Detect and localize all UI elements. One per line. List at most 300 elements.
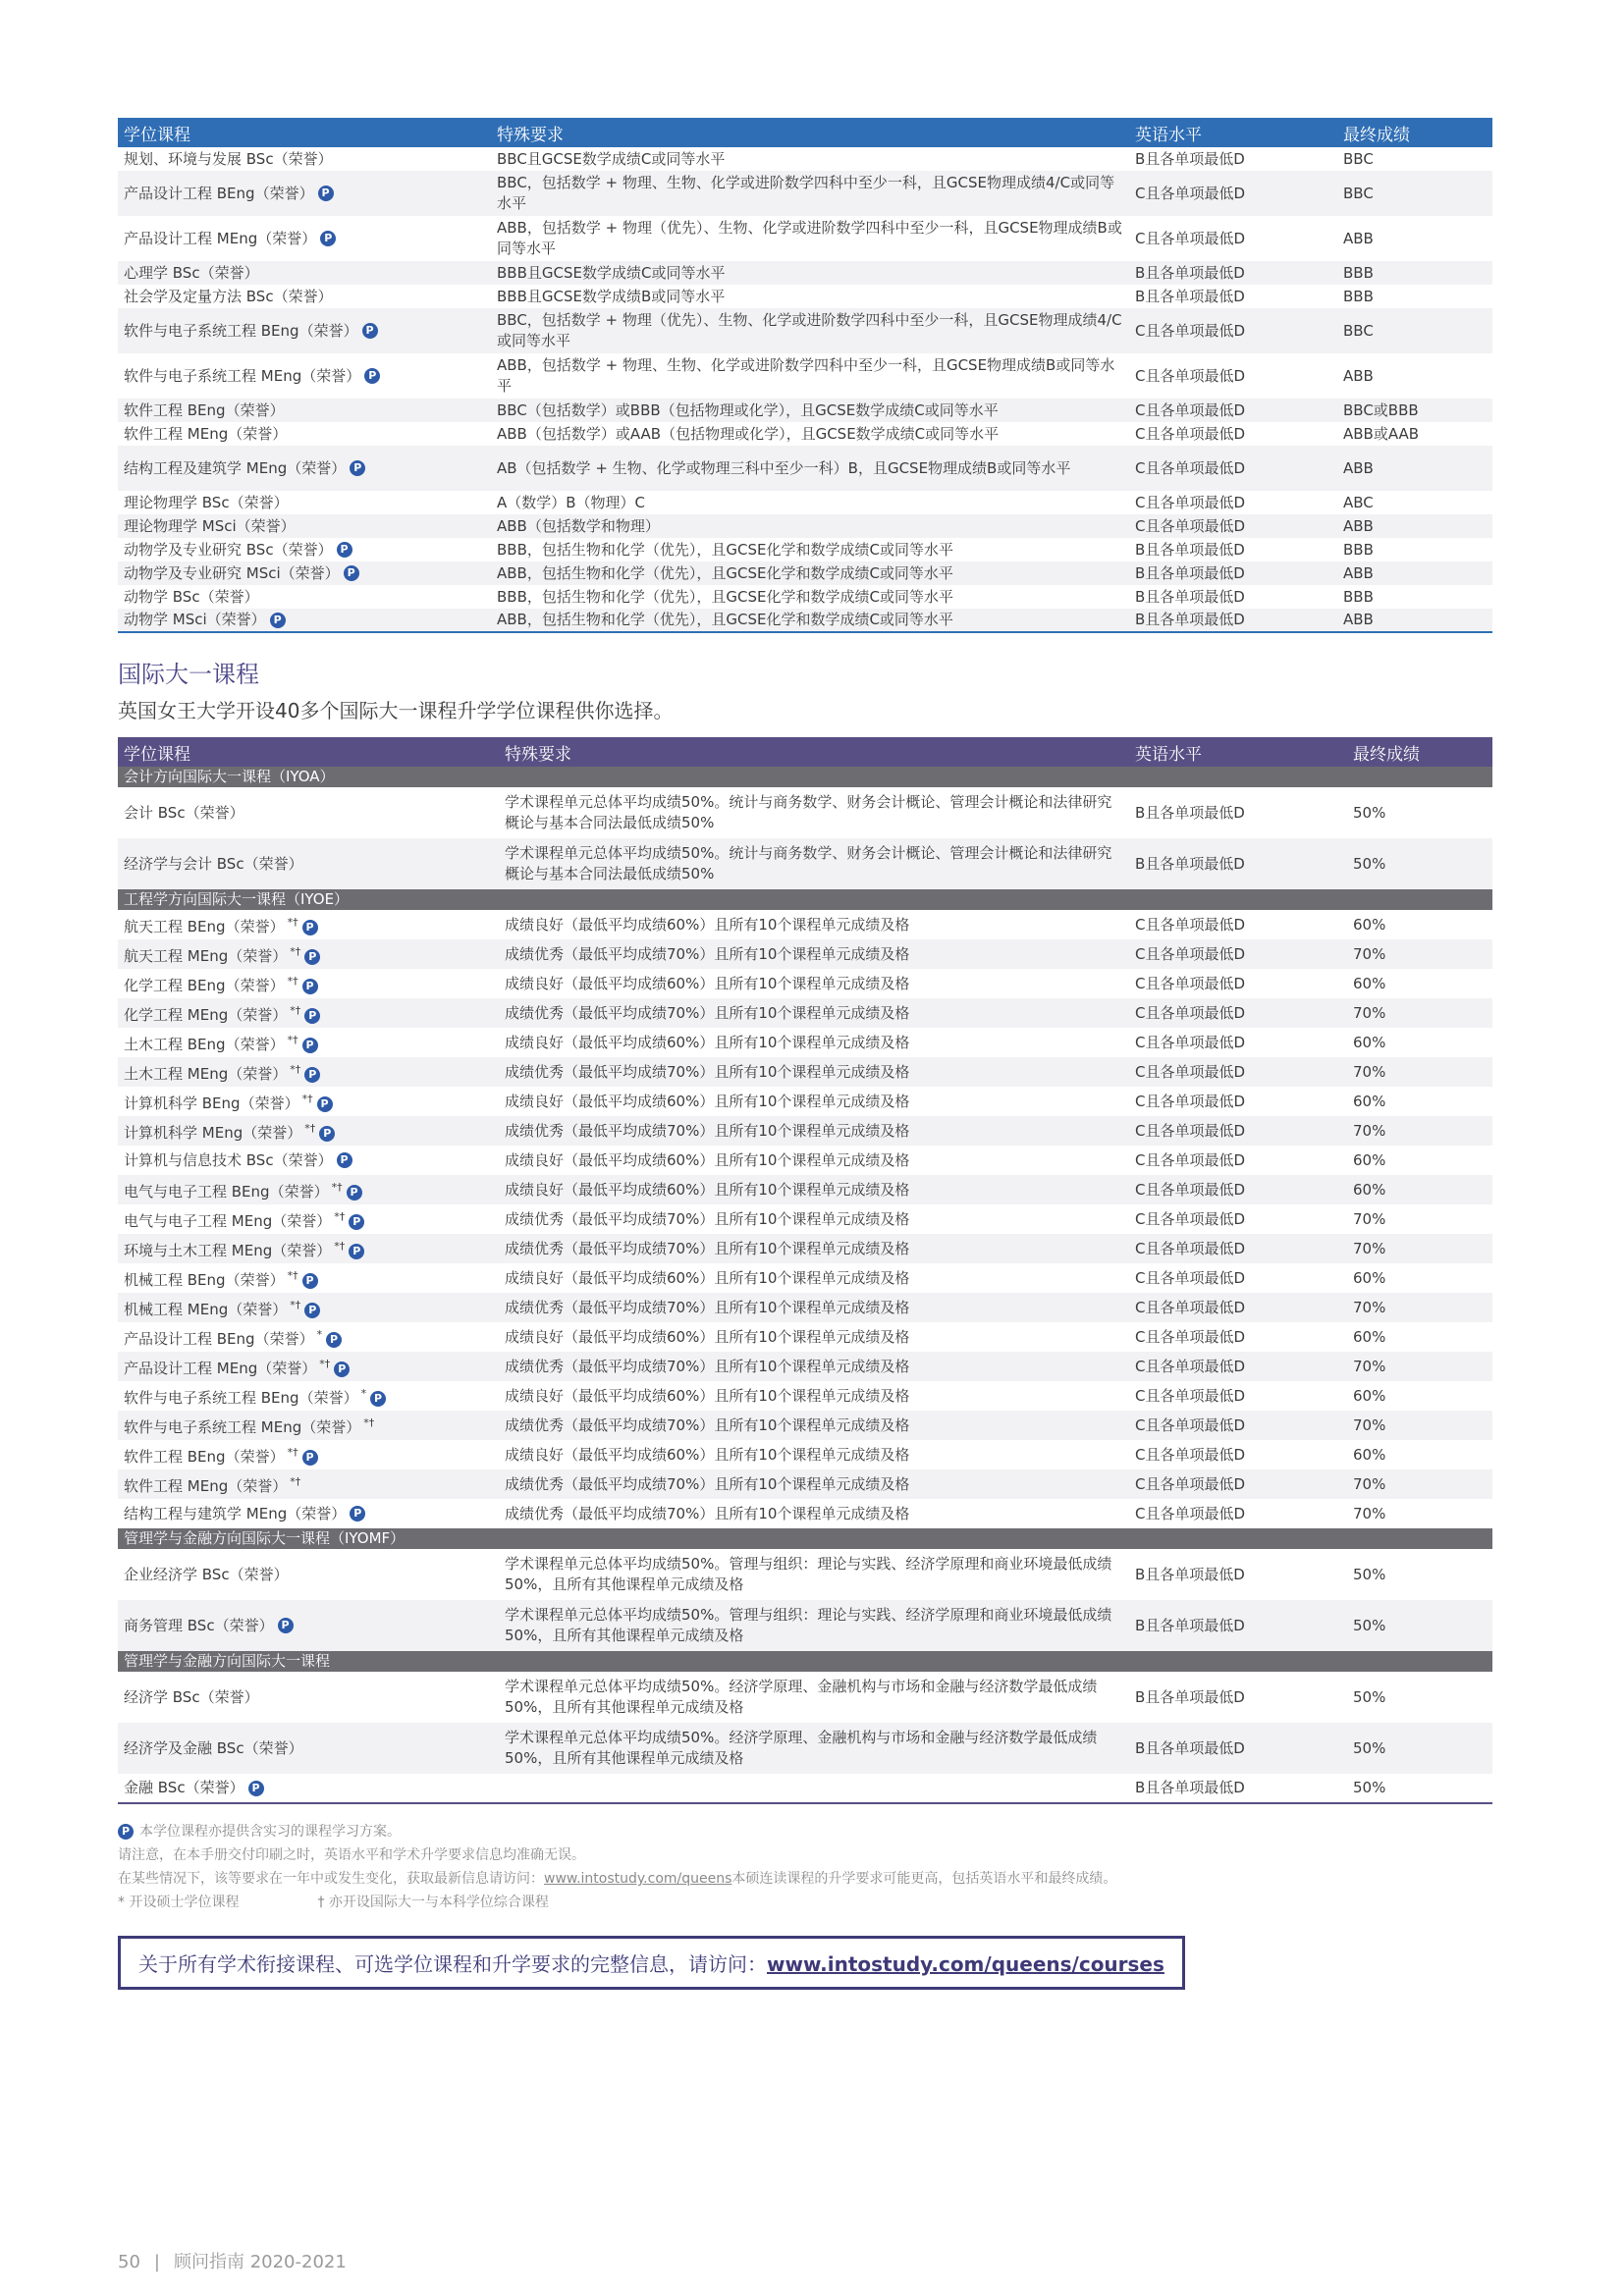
grade-cell-text: 70% <box>1353 1062 1386 1081</box>
english-cell-text: C且各单项最低D <box>1135 1239 1246 1257</box>
english-cell <box>1129 538 1337 561</box>
requirement-cell <box>491 308 1129 353</box>
course-cell <box>118 147 491 171</box>
english-cell-text: C且各单项最低D <box>1135 400 1246 419</box>
placement-icon: P <box>270 613 286 628</box>
group-row <box>118 1651 1492 1672</box>
english-cell-text: C且各单项最低D <box>1135 184 1246 202</box>
grade-cell-text: 50% <box>1353 1738 1386 1757</box>
table-row <box>118 514 1492 538</box>
requirement-cell-text: ABB，包括生物和化学（优先），且GCSE化学和数学成绩C或同等水平 <box>497 611 953 628</box>
grade-cell-text: 70% <box>1353 1003 1386 1022</box>
grade-cell <box>1337 422 1492 446</box>
english-cell <box>1129 261 1337 285</box>
table2-header <box>118 737 1492 767</box>
course-cell-text: 产品设计工程 BEng（荣誉） <box>124 1330 314 1348</box>
course-cell <box>118 998 499 1028</box>
table-row <box>118 1057 1492 1087</box>
requirement-cell <box>499 1440 1129 1469</box>
requirement-cell <box>491 585 1129 609</box>
accuracy-note: 请注意，在本手册交付印刷之时，英语水平和学术升学要求信息均准确无误。 <box>118 1847 585 1863</box>
requirement-cell <box>499 838 1129 889</box>
grade-cell <box>1337 147 1492 171</box>
table-row <box>118 1672 1492 1723</box>
footnote-marker: *† <box>290 1004 301 1017</box>
grade-cell <box>1347 1146 1492 1175</box>
requirement-cell-text: 成绩良好（最低平均成绩60%）且所有10个课程单元成绩及格 <box>505 1150 910 1169</box>
footnote-marker: *† <box>287 975 298 988</box>
course-cell-text: 软件工程 MEng（荣誉） <box>124 1477 288 1495</box>
grade-cell-text: BBC <box>1343 149 1374 168</box>
english-cell-text: B且各单项最低D <box>1135 1616 1245 1634</box>
english-cell-text: B且各单项最低D <box>1135 1687 1245 1706</box>
grade-cell-text: 50% <box>1353 1565 1386 1583</box>
placement-note-text: 本学位课程亦提供含实习的课程学习方案。 <box>139 1824 401 1840</box>
english-cell <box>1129 216 1337 261</box>
col-header-english: 英语水平 <box>1129 118 1337 147</box>
course-cell-text: 理论物理学 BSc（荣誉） <box>124 493 289 511</box>
section-title: 国际大一课程 <box>118 661 259 688</box>
course-cell-text: 软件与电子系统工程 BEng（荣誉） <box>124 1389 358 1407</box>
english-cell <box>1129 171 1337 216</box>
english-cell-text: C且各单项最低D <box>1135 493 1246 511</box>
english-cell <box>1129 910 1347 939</box>
table-row <box>118 399 1492 422</box>
course-cell-text: 社会学及定量方法 BSc（荣誉） <box>124 287 333 305</box>
english-cell <box>1129 1381 1347 1411</box>
english-cell <box>1129 1087 1347 1116</box>
requirement-cell <box>491 216 1129 261</box>
english-cell-text: C且各单项最低D <box>1135 1150 1246 1169</box>
course-cell-text: 商务管理 BSc（荣誉） <box>124 1616 274 1634</box>
requirement-cell-text: 成绩良好（最低平均成绩60%）且所有10个课程单元成绩及格 <box>505 1268 910 1287</box>
grade-cell <box>1347 1672 1492 1723</box>
english-cell <box>1129 1440 1347 1469</box>
footnote-marker: *† <box>290 945 301 958</box>
english-cell <box>1129 399 1337 422</box>
requirement-cell-text: ABB，包括数学 + 物理、生物、化学或进阶数学四科中至少一科，且GCSE物理成绩B或同等水平 <box>497 356 1115 395</box>
english-cell <box>1129 147 1337 171</box>
course-cell-text: 软件工程 MEng（荣誉） <box>124 424 288 443</box>
english-cell <box>1129 585 1337 609</box>
english-cell-text: B且各单项最低D <box>1135 149 1245 168</box>
footnote-marker: *† <box>331 1181 343 1194</box>
course-cell-text: 土木工程 BEng（荣誉） <box>124 1036 285 1053</box>
table-row <box>118 1352 1492 1381</box>
english-cell-text: C且各单项最低D <box>1135 1062 1246 1081</box>
grade-cell <box>1347 838 1492 889</box>
queens-link[interactable]: www.intostudy.com/queens <box>544 1871 732 1887</box>
grade-cell-text: 60% <box>1353 915 1386 934</box>
english-cell <box>1129 308 1337 353</box>
english-cell <box>1129 422 1337 446</box>
requirement-cell-text: 成绩良好（最低平均成绩60%）且所有10个课程单元成绩及格 <box>505 1445 910 1464</box>
grade-cell-text: 50% <box>1353 1779 1386 1796</box>
course-cell-text: 企业经济学 BSc（荣誉） <box>124 1565 289 1583</box>
requirement-cell <box>491 399 1129 422</box>
course-cell <box>118 1175 499 1204</box>
grade-cell <box>1347 1204 1492 1234</box>
requirement-cell <box>499 998 1129 1028</box>
grade-cell-text: 60% <box>1353 1268 1386 1287</box>
english-cell-text: C且各单项最低D <box>1135 424 1246 443</box>
english-cell-text: B且各单项最低D <box>1135 563 1245 582</box>
placement-icon: P <box>344 565 359 581</box>
symbol-notes <box>118 1891 1492 1914</box>
footnotes <box>118 1820 1492 1914</box>
placement-icon: P <box>304 1067 320 1083</box>
course-cell <box>118 1672 499 1723</box>
placement-icon: P <box>347 1185 362 1201</box>
course-cell <box>118 1723 499 1774</box>
requirement-cell-text: BBC，包括数学 + 物理（优先）、生物、化学或进阶数学四科中至少一科，且GCSE物理成绩4/C或同等水平 <box>497 311 1122 349</box>
english-cell-text: C且各单项最低D <box>1135 458 1246 477</box>
grade-cell-text: 70% <box>1353 1239 1386 1257</box>
course-cell-text: 结构工程及建筑学 MEng（荣誉） <box>124 458 347 477</box>
english-cell-text: C且各单项最低D <box>1135 974 1246 992</box>
course-cell <box>118 1352 499 1381</box>
table-row <box>118 1175 1492 1204</box>
english-cell <box>1129 1549 1347 1600</box>
requirement-cell-text: 成绩良好（最低平均成绩60%）且所有10个课程单元成绩及格 <box>505 1180 910 1199</box>
course-cell-text: 化学工程 BEng（荣誉） <box>124 977 285 994</box>
table-row <box>118 1087 1492 1116</box>
english-cell-text: C且各单项最低D <box>1135 1474 1246 1493</box>
grade-cell <box>1347 1028 1492 1057</box>
requirement-cell-text: 学术课程单元总体平均成绩50%。管理与组织：理论与实践、经济学原理和商业环境最低成绩50%，且所有其他课程单元成绩及格 <box>505 1606 1112 1644</box>
table-row <box>118 1293 1492 1322</box>
col-header-grade: 最终成绩 <box>1337 118 1492 147</box>
requirement-cell-text: BBC，包括数学 + 物理、生物、化学或进阶数学四科中至少一科，且GCSE物理成绩4/C或同等水平 <box>497 174 1115 212</box>
english-cell <box>1129 1057 1347 1087</box>
course-cell <box>118 1381 499 1411</box>
requirement-cell <box>499 1293 1129 1322</box>
grade-cell <box>1347 1057 1492 1087</box>
grade-cell-text: 70% <box>1353 1298 1386 1316</box>
grade-cell-text: 50% <box>1353 854 1386 873</box>
table1-header <box>118 118 1492 147</box>
page-content <box>118 118 1492 1990</box>
table-row <box>118 1322 1492 1352</box>
grade-cell-text: 60% <box>1353 1327 1386 1346</box>
requirement-cell <box>499 1175 1129 1204</box>
table-row <box>118 787 1492 838</box>
english-cell-text: C且各单项最低D <box>1135 1003 1246 1022</box>
grade-cell-text: 70% <box>1353 1474 1386 1493</box>
requirement-cell-text: A（数学）B（物理）C <box>497 493 646 511</box>
course-cell <box>118 285 491 308</box>
requirement-cell <box>491 261 1129 285</box>
grade-cell-text: 60% <box>1353 1386 1386 1405</box>
requirement-cell <box>499 910 1129 939</box>
english-cell-text: B且各单项最低D <box>1135 1779 1245 1796</box>
table-row <box>118 939 1492 969</box>
footnote-marker: *† <box>301 1093 313 1105</box>
requirement-cell <box>491 147 1129 171</box>
course-cell-text: 环境与土木工程 MEng（荣誉） <box>124 1242 332 1259</box>
table-row <box>118 538 1492 561</box>
english-cell <box>1129 1352 1347 1381</box>
course-cell <box>118 216 491 261</box>
requirement-cell <box>499 1499 1129 1528</box>
placement-icon: P <box>318 186 334 201</box>
requirement-cell <box>499 1028 1129 1057</box>
grade-cell <box>1347 1087 1492 1116</box>
requirement-cell-text: 学术课程单元总体平均成绩50%。经济学原理、金融机构与市场和金融与经济数学最低成绩50%，且所有其他课程单元成绩及格 <box>505 1729 1098 1767</box>
grade-cell-text: ABB <box>1343 366 1374 385</box>
col-header-english: 英语水平 <box>1129 737 1347 767</box>
grade-cell <box>1337 216 1492 261</box>
table-row <box>118 1411 1492 1440</box>
placement-icon: P <box>304 949 320 965</box>
requirement-cell <box>499 1263 1129 1293</box>
placement-icon: P <box>326 1332 342 1348</box>
courses-link[interactable]: www.intostudy.com/queens/courses <box>767 1952 1164 1976</box>
foundation-year-table <box>118 737 1492 1804</box>
course-cell <box>118 561 491 585</box>
course-cell-text: 经济学与会计 BSc（荣誉） <box>124 854 303 873</box>
course-cell-text: 计算机科学 MEng（荣誉） <box>124 1124 302 1142</box>
requirement-cell-text: 成绩优秀（最低平均成绩70%）且所有10个课程单元成绩及格 <box>505 1474 910 1493</box>
english-cell-text: B且各单项最低D <box>1135 1738 1245 1757</box>
table-row <box>118 446 1492 491</box>
english-cell <box>1129 998 1347 1028</box>
requirement-cell <box>499 1411 1129 1440</box>
english-cell-text: C且各单项最低D <box>1135 1033 1246 1051</box>
placement-icon: P <box>278 1618 294 1633</box>
requirement-cell <box>491 609 1129 632</box>
grade-cell-text: BBC <box>1343 321 1374 340</box>
course-cell <box>118 1028 499 1057</box>
group-name: 管理学与金融方向国际大一课程 <box>118 1651 1492 1672</box>
requirement-cell-text: 成绩优秀（最低平均成绩70%）且所有10个课程单元成绩及格 <box>505 1003 910 1022</box>
table-row <box>118 308 1492 353</box>
grade-cell-text: ABB <box>1343 458 1374 477</box>
english-cell <box>1129 1411 1347 1440</box>
requirement-cell <box>499 1381 1129 1411</box>
placement-icon: P <box>362 323 378 339</box>
requirement-cell-text: 成绩优秀（最低平均成绩70%）且所有10个课程单元成绩及格 <box>505 1415 910 1434</box>
requirement-cell-text: ABB（包括数学）或AAB（包括物理或化学），且GCSE数学成绩C或同等水平 <box>497 424 1000 443</box>
english-cell-text: C且各单项最低D <box>1135 1268 1246 1287</box>
english-cell <box>1129 1723 1347 1774</box>
english-cell <box>1129 787 1347 838</box>
english-cell-text: C且各单项最低D <box>1135 229 1246 247</box>
grade-cell-text: 60% <box>1353 1445 1386 1464</box>
footnote-marker: * <box>316 1328 323 1341</box>
placement-icon: P <box>320 231 336 246</box>
requirement-cell <box>491 422 1129 446</box>
course-cell-text: 电气与电子工程 MEng（荣誉） <box>124 1212 332 1230</box>
course-cell <box>118 1499 499 1528</box>
requirement-cell <box>491 285 1129 308</box>
course-cell <box>118 261 491 285</box>
page-number: 50 <box>118 2252 140 2272</box>
course-cell <box>118 422 491 446</box>
course-cell <box>118 538 491 561</box>
footnote-marker: *† <box>287 1034 298 1046</box>
english-cell-text: C且各单项最低D <box>1135 321 1246 340</box>
footnote-marker: *† <box>334 1240 346 1253</box>
english-cell-text: C且各单项最低D <box>1135 1298 1246 1316</box>
english-cell-text: C且各单项最低D <box>1135 366 1246 385</box>
english-cell <box>1129 1204 1347 1234</box>
english-cell <box>1129 1263 1347 1293</box>
grade-cell <box>1347 1116 1492 1146</box>
english-cell-text: C且各单项最低D <box>1135 1209 1246 1228</box>
english-cell-text: B且各单项最低D <box>1135 854 1245 873</box>
english-cell <box>1129 609 1337 632</box>
grade-cell <box>1347 1600 1492 1651</box>
english-cell <box>1129 1672 1347 1723</box>
course-cell-text: 计算机科学 BEng（荣誉） <box>124 1095 299 1112</box>
table-row <box>118 1234 1492 1263</box>
placement-icon: P <box>302 920 318 935</box>
placement-icon: P <box>248 1781 264 1796</box>
course-cell-text: 机械工程 MEng（荣誉） <box>124 1301 288 1318</box>
english-cell <box>1129 353 1337 399</box>
grade-cell-text: ABB <box>1343 611 1374 628</box>
page-footer <box>118 2248 347 2273</box>
placement-icon: P <box>334 1362 350 1377</box>
grade-cell <box>1347 1381 1492 1411</box>
table-row <box>118 353 1492 399</box>
grade-cell <box>1337 308 1492 353</box>
courses-info-text: 关于所有学术衔接课程、可选学位课程和升学要求的完整信息，请访问： <box>138 1952 767 1976</box>
requirement-cell <box>499 1600 1129 1651</box>
english-cell <box>1129 1175 1347 1204</box>
requirement-cell-text: BBB，包括生物和化学（优先），且GCSE化学和数学成绩C或同等水平 <box>497 587 953 606</box>
english-cell-text: B且各单项最低D <box>1135 263 1245 282</box>
table-row <box>118 1381 1492 1411</box>
table-row <box>118 285 1492 308</box>
course-cell <box>118 353 491 399</box>
placement-icon: P <box>364 368 380 384</box>
requirement-cell <box>499 969 1129 998</box>
group-row <box>118 1528 1492 1549</box>
course-cell <box>118 1774 499 1803</box>
grade-cell <box>1347 1499 1492 1528</box>
placement-icon: P <box>349 1244 364 1259</box>
requirement-cell-text: 成绩优秀（最低平均成绩70%）且所有10个课程单元成绩及格 <box>505 1209 910 1228</box>
requirement-cell <box>499 787 1129 838</box>
course-cell-text: 化学工程 MEng（荣誉） <box>124 1006 288 1024</box>
requirement-cell <box>499 1469 1129 1499</box>
footnote-marker: *† <box>363 1416 375 1429</box>
placement-icon: P <box>302 1450 318 1466</box>
course-cell <box>118 171 491 216</box>
table-row <box>118 1116 1492 1146</box>
course-cell <box>118 1411 499 1440</box>
course-cell-text: 经济学及金融 BSc（荣誉） <box>124 1738 303 1757</box>
grade-cell <box>1347 1723 1492 1774</box>
english-cell <box>1129 1293 1347 1322</box>
requirement-cell-text: BBC且GCSE数学成绩C或同等水平 <box>497 149 726 168</box>
course-cell-text: 产品设计工程 BEng（荣誉） <box>124 184 314 202</box>
col-header-requirements: 特殊要求 <box>491 118 1129 147</box>
course-cell <box>118 838 499 889</box>
course-cell-text: 动物学 MSci（荣誉） <box>124 611 266 628</box>
grade-cell <box>1347 1440 1492 1469</box>
course-cell <box>118 399 491 422</box>
requirement-cell <box>499 1204 1129 1234</box>
grade-cell-text: 60% <box>1353 1033 1386 1051</box>
grade-cell-text: BBB <box>1343 587 1374 606</box>
english-cell <box>1129 1146 1347 1175</box>
requirement-cell-text: 成绩优秀（最低平均成绩70%）且所有10个课程单元成绩及格 <box>505 1062 910 1081</box>
footnote-marker: *† <box>290 1299 301 1311</box>
requirement-cell-text: BBB且GCSE数学成绩B或同等水平 <box>497 287 726 305</box>
table-row <box>118 422 1492 446</box>
group-name: 会计方向国际大一课程（IYOA） <box>118 767 1492 787</box>
footnote-marker: *† <box>334 1210 346 1223</box>
grade-cell <box>1347 1322 1492 1352</box>
grade-cell-text: BBB <box>1343 540 1374 559</box>
english-cell <box>1129 1600 1347 1651</box>
footnote-marker: *† <box>287 1446 298 1459</box>
grade-cell-text: BBC <box>1343 184 1374 202</box>
table-row <box>118 910 1492 939</box>
grade-cell-text: 60% <box>1353 1092 1386 1110</box>
table1-body <box>118 147 1492 632</box>
english-cell-text: B且各单项最低D <box>1135 1565 1245 1583</box>
grade-cell-text: ABB <box>1343 563 1374 582</box>
requirement-cell <box>491 353 1129 399</box>
grade-cell <box>1337 446 1492 491</box>
placement-icon: P <box>350 1506 365 1522</box>
english-cell-text: C且各单项最低D <box>1135 1445 1246 1464</box>
english-cell <box>1129 1774 1347 1803</box>
course-cell-text: 动物学及专业研究 BSc（荣誉） <box>124 540 333 559</box>
footnote-marker: *† <box>290 1475 301 1488</box>
english-cell-text: C且各单项最低D <box>1135 915 1246 934</box>
requirement-cell <box>499 1774 1129 1803</box>
course-cell <box>118 1600 499 1651</box>
english-cell <box>1129 285 1337 308</box>
placement-icon: P <box>349 1214 364 1230</box>
requirement-cell <box>491 561 1129 585</box>
english-cell <box>1129 1499 1347 1528</box>
course-cell <box>118 446 491 491</box>
english-cell <box>1129 1469 1347 1499</box>
grade-cell-text: ABB或AAB <box>1343 424 1420 443</box>
requirement-cell <box>499 1116 1129 1146</box>
course-cell <box>118 787 499 838</box>
course-cell-text: 动物学及专业研究 MSci（荣誉） <box>124 563 340 582</box>
course-cell-text: 软件工程 BEng（荣誉） <box>124 400 285 419</box>
english-cell-text: B且各单项最低D <box>1135 287 1245 305</box>
course-cell-text: 软件与电子系统工程 MEng（荣誉） <box>124 1418 361 1436</box>
placement-icon: P <box>317 1096 333 1112</box>
requirement-cell-text: 成绩优秀（最低平均成绩70%）且所有10个课程单元成绩及格 <box>505 1357 910 1375</box>
english-cell-text: C且各单项最低D <box>1135 1386 1246 1405</box>
english-cell <box>1129 446 1337 491</box>
grade-cell <box>1337 353 1492 399</box>
english-cell <box>1129 1116 1347 1146</box>
english-cell <box>1129 1322 1347 1352</box>
grade-cell <box>1337 261 1492 285</box>
course-cell <box>118 585 491 609</box>
requirement-cell-text: 成绩优秀（最低平均成绩70%）且所有10个课程单元成绩及格 <box>505 1121 910 1140</box>
table-row <box>118 1440 1492 1469</box>
grade-cell <box>1337 609 1492 632</box>
table-row <box>118 1774 1492 1803</box>
table2-body <box>118 767 1492 1803</box>
requirement-cell-text: 成绩良好（最低平均成绩60%）且所有10个课程单元成绩及格 <box>505 974 910 992</box>
requirement-cell-text: 成绩优秀（最低平均成绩70%）且所有10个课程单元成绩及格 <box>505 1504 910 1522</box>
course-cell-text: 产品设计工程 MEng（荣誉） <box>124 1360 317 1377</box>
requirement-cell <box>499 1057 1129 1087</box>
